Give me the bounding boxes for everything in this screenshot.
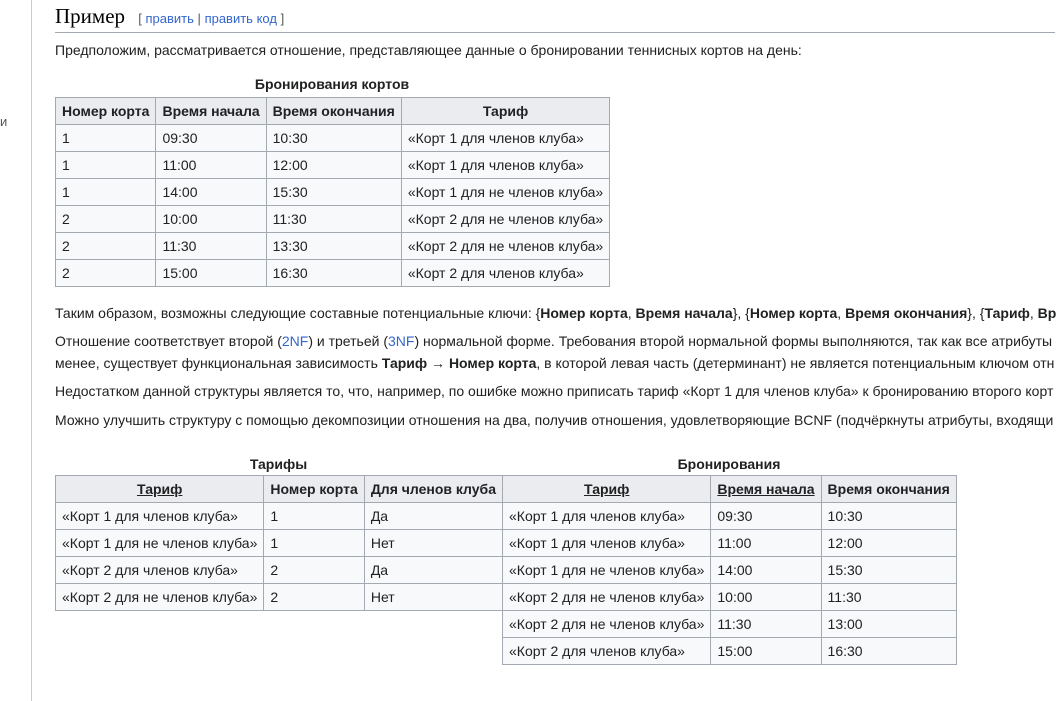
table-cell: Нет	[364, 584, 502, 611]
table-cell: 13:30	[266, 233, 401, 260]
link-2nf[interactable]: 2NF	[281, 333, 309, 349]
table-row	[56, 152, 610, 179]
column-header: Номер корта	[56, 98, 156, 125]
column-header: Время начала	[711, 476, 821, 503]
table-cell: 15:30	[266, 179, 401, 206]
table-row	[503, 584, 957, 611]
table-cell: 1	[264, 530, 364, 557]
edit-separator: |	[197, 11, 201, 26]
table-cell: 2	[56, 233, 156, 260]
table-cell: 12:00	[821, 530, 956, 557]
sidebar-text-fragment: и	[0, 114, 8, 129]
table-cell: 1	[264, 503, 364, 530]
table-cell: 1	[56, 152, 156, 179]
table-cell: «Корт 2 для не членов клуба»	[503, 584, 711, 611]
table1-caption: Бронирования кортов	[254, 76, 410, 92]
column-header: Тариф	[401, 98, 609, 125]
table-cell: 13:00	[821, 611, 956, 638]
column-header: Для членов клуба	[364, 476, 502, 503]
table-cell: «Корт 2 для членов клуба»	[503, 638, 711, 665]
column-header: Время начала	[156, 98, 266, 125]
edit-section-links	[138, 11, 284, 26]
bookings-table	[502, 475, 957, 665]
table-cell: 15:00	[156, 260, 266, 287]
table2-caption: Тарифы	[249, 456, 308, 472]
column-header: Тариф	[503, 476, 711, 503]
table-cell: «Корт 2 для членов клуба»	[401, 260, 609, 287]
table-row	[503, 557, 957, 584]
edit-code-link[interactable]: править код	[204, 11, 277, 26]
table-row	[56, 503, 503, 530]
nf-paragraph-line2: менее, существует функциональная зависимость Тариф → Номер корта, в которой левая часть (детерминант) не является потенциальным ключом отн	[55, 355, 1055, 371]
table-row	[56, 584, 503, 611]
table-cell: 11:30	[266, 206, 401, 233]
table3-caption: Бронирования	[677, 456, 781, 472]
table-cell: 11:30	[821, 584, 956, 611]
table-cell: Да	[364, 503, 502, 530]
nf-paragraph-line1: Отношение соответствует второй (2NF) и третьей (3NF) нормальной форме. Требования второй нормальной формы выполняются, так как все атрибуты	[55, 333, 1053, 349]
table-row	[56, 530, 503, 557]
column-header: Время окончания	[266, 98, 401, 125]
table-row	[503, 530, 957, 557]
table-cell: «Корт 1 для не членов клуба»	[56, 530, 264, 557]
table-cell: 10:00	[156, 206, 266, 233]
table-cell: 10:00	[711, 584, 821, 611]
table-cell: 15:00	[711, 638, 821, 665]
table-row	[503, 503, 957, 530]
table-cell: 10:30	[821, 503, 956, 530]
table-cell: Нет	[364, 530, 502, 557]
improve-paragraph: Можно улучшить структуру с помощью декомпозиции отношения на два, получив отношения, удовлетворяющие BCNF (подчёркнуты атрибуты, входящи	[55, 412, 1054, 428]
table-cell: 16:30	[266, 260, 401, 287]
table-cell: 12:00	[266, 152, 401, 179]
edit-link[interactable]: править	[145, 11, 194, 26]
table-row	[56, 206, 610, 233]
bracket-close: ]	[280, 11, 285, 26]
table-cell: «Корт 2 для членов клуба»	[56, 557, 264, 584]
table-row	[56, 179, 610, 206]
table-cell: 14:00	[156, 179, 266, 206]
table-row	[503, 611, 957, 638]
section-heading	[55, 4, 284, 29]
table-cell: «Корт 1 для членов клуба»	[56, 503, 264, 530]
table-row	[56, 125, 610, 152]
link-3nf[interactable]: 3NF	[388, 333, 415, 349]
table-cell: 09:30	[711, 503, 821, 530]
bracket-open: [	[138, 11, 142, 26]
table-cell: 11:30	[711, 611, 821, 638]
table-cell: «Корт 1 для членов клуба»	[503, 503, 711, 530]
table-cell: 11:00	[711, 530, 821, 557]
table-row	[56, 233, 610, 260]
table-cell: Да	[364, 557, 502, 584]
left-sidebar	[0, 0, 32, 701]
table-cell: 10:30	[266, 125, 401, 152]
table-cell: 1	[56, 125, 156, 152]
table-cell: 1	[56, 179, 156, 206]
section-title: Пример	[55, 4, 126, 28]
table-cell: 2	[56, 206, 156, 233]
column-header: Тариф	[56, 476, 264, 503]
table-row	[503, 638, 957, 665]
table-cell: 2	[56, 260, 156, 287]
intro-paragraph: Предположим, рассматривается отношение, представляющее данные о бронировании теннисных кортов на день:	[55, 42, 802, 58]
table-cell: «Корт 2 для не членов клуба»	[401, 206, 609, 233]
table-cell: «Корт 1 для членов клуба»	[401, 125, 609, 152]
table-cell: «Корт 2 для не членов клуба»	[503, 611, 711, 638]
keys-paragraph: Таким образом, возможны следующие составные потенциальные ключи: {Номер корта, Время начала}, {Номер корта, Время окончания}, {Тариф, Вр	[55, 305, 1056, 321]
table-cell: 09:30	[156, 125, 266, 152]
column-header: Время окончания	[821, 476, 956, 503]
table-header-row	[503, 476, 957, 503]
table-cell: 2	[264, 557, 364, 584]
table-cell: 11:30	[156, 233, 266, 260]
table-cell: «Корт 1 для не членов клуба»	[503, 557, 711, 584]
table-cell: 15:30	[821, 557, 956, 584]
table-header-row	[56, 98, 610, 125]
table-row	[56, 557, 503, 584]
table-row	[56, 260, 610, 287]
table-cell: 16:30	[821, 638, 956, 665]
table-cell: «Корт 2 для не членов клуба»	[56, 584, 264, 611]
table-cell: 11:00	[156, 152, 266, 179]
table-cell: 14:00	[711, 557, 821, 584]
court-bookings-table	[55, 97, 610, 287]
table-cell: «Корт 2 для не членов клуба»	[401, 233, 609, 260]
table-cell: 2	[264, 584, 364, 611]
table-cell: «Корт 1 для членов клуба»	[401, 152, 609, 179]
table-header-row	[56, 476, 503, 503]
flaw-paragraph: Недостатком данной структуры является то, что, например, по ошибке можно приписать тариф «Корт 1 для членов клуба» к бронированию второго корт	[55, 383, 1054, 399]
tariffs-table	[55, 475, 503, 611]
column-header: Номер корта	[264, 476, 364, 503]
table-cell: «Корт 1 для не членов клуба»	[401, 179, 609, 206]
heading-divider	[55, 32, 1055, 33]
table-cell: «Корт 1 для членов клуба»	[503, 530, 711, 557]
